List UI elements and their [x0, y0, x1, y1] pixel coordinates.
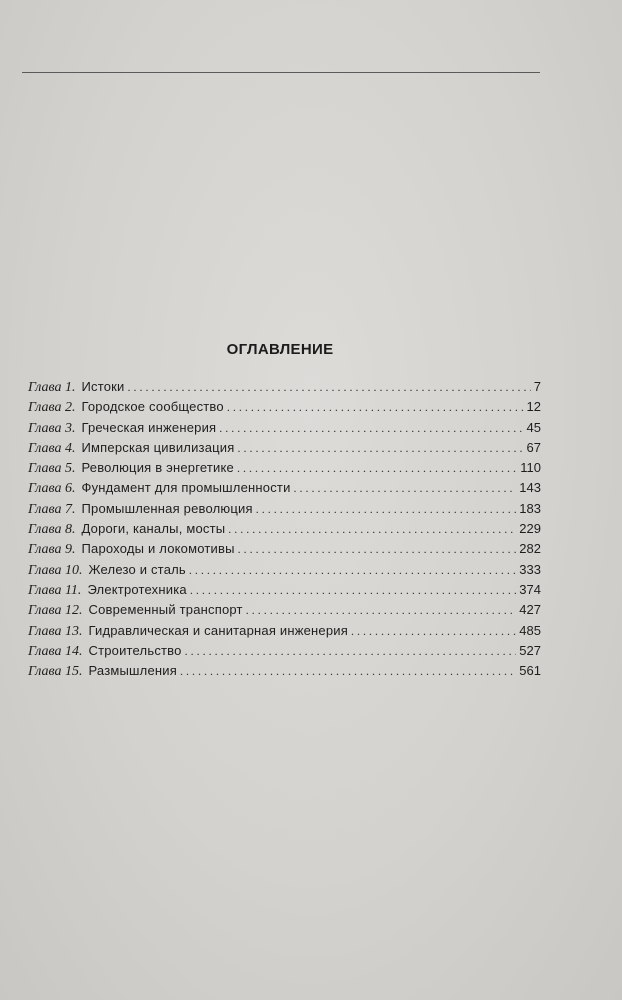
- chapter-number: Глава 7.: [28, 501, 76, 517]
- toc-entry: [28, 420, 541, 440]
- page-number: 45: [526, 419, 541, 435]
- chapter-title: Современный транспорт: [88, 602, 243, 618]
- chapter-number: Глава 15.: [28, 664, 83, 680]
- header-rule: [22, 72, 540, 73]
- toc-entry: [28, 643, 541, 663]
- chapter-number: Глава 9.: [28, 542, 76, 558]
- chapter-number: Глава 3.: [28, 420, 76, 436]
- chapter-number: Глава 2.: [28, 400, 76, 416]
- page-number: 183: [519, 500, 541, 516]
- page-number: 333: [519, 561, 541, 577]
- toc-entry: [28, 521, 541, 541]
- chapter-number: Глава 4.: [28, 440, 76, 456]
- dot-leader: [190, 583, 516, 598]
- dot-leader: [185, 644, 517, 659]
- dot-leader: [351, 624, 516, 639]
- chapter-title: Революция в энергетике: [81, 460, 234, 476]
- page-number: 7: [533, 379, 541, 394]
- dot-leader: [256, 502, 517, 517]
- chapter-title: Гидравлическая и санитарная инженерия: [88, 622, 348, 638]
- chapter-title: Электротехника: [87, 581, 187, 597]
- chapter-title: Строительство: [88, 642, 182, 658]
- toc-entry: [28, 582, 541, 602]
- toc-title: ОГЛАВЛЕНИЕ: [226, 341, 334, 358]
- dot-leader: [219, 421, 523, 436]
- dot-leader: [237, 441, 523, 456]
- page-number: 12: [526, 399, 541, 415]
- page-number: 561: [519, 663, 541, 679]
- page-number: 527: [519, 642, 541, 658]
- page-number: 485: [519, 622, 541, 638]
- toc-entry: [28, 501, 541, 521]
- chapter-number: Глава 8.: [28, 522, 76, 538]
- chapter-number: Глава 13.: [28, 623, 83, 639]
- toc-entry: [28, 623, 541, 643]
- chapter-title: Имперская цивилизация: [81, 439, 235, 455]
- page-number: 67: [526, 439, 541, 455]
- dot-leader: [189, 563, 516, 578]
- chapter-number: Глава 10.: [28, 562, 83, 578]
- toc-entry: [28, 562, 541, 582]
- table-of-contents: [28, 379, 541, 683]
- toc-entry: [28, 541, 541, 561]
- dot-leader: [227, 400, 524, 415]
- chapter-title: Фундамент для промышленности: [81, 480, 291, 496]
- dot-leader: [294, 481, 517, 496]
- chapter-number: Глава 12.: [28, 603, 83, 619]
- toc-entry: [28, 379, 541, 399]
- page-number: 143: [519, 480, 541, 496]
- chapter-title: Греческая инженерия: [81, 419, 217, 435]
- dot-leader: [128, 380, 531, 395]
- toc-entry: [28, 663, 541, 683]
- toc-entry: [28, 399, 541, 419]
- chapter-title: Железо и сталь: [88, 561, 186, 577]
- toc-entry: [28, 602, 541, 622]
- chapter-title: Пароходы и локомотивы: [81, 541, 235, 557]
- chapter-title: Истоки: [81, 379, 125, 394]
- dot-leader: [246, 603, 517, 618]
- dot-leader: [237, 461, 517, 476]
- page-number: 110: [520, 460, 541, 476]
- dot-leader: [180, 664, 516, 679]
- chapter-title: Размышления: [88, 663, 177, 679]
- chapter-number: Глава 1.: [28, 380, 76, 395]
- chapter-number: Глава 11.: [28, 582, 82, 598]
- chapter-number: Глава 6.: [28, 481, 76, 497]
- page-number: 229: [519, 521, 541, 537]
- chapter-number: Глава 5.: [28, 461, 76, 477]
- toc-entry: [28, 460, 541, 480]
- toc-entry: [28, 480, 541, 500]
- page-number: 282: [519, 541, 541, 557]
- page-number: 374: [519, 581, 541, 597]
- dot-leader: [228, 522, 516, 537]
- chapter-title: Промышленная революция: [81, 500, 253, 516]
- page-number: 427: [519, 602, 541, 618]
- chapter-number: Глава 14.: [28, 643, 83, 659]
- toc-entry: [28, 440, 541, 460]
- chapter-title: Городское сообщество: [81, 399, 224, 415]
- dot-leader: [238, 542, 517, 557]
- chapter-title: Дороги, каналы, мосты: [81, 521, 226, 537]
